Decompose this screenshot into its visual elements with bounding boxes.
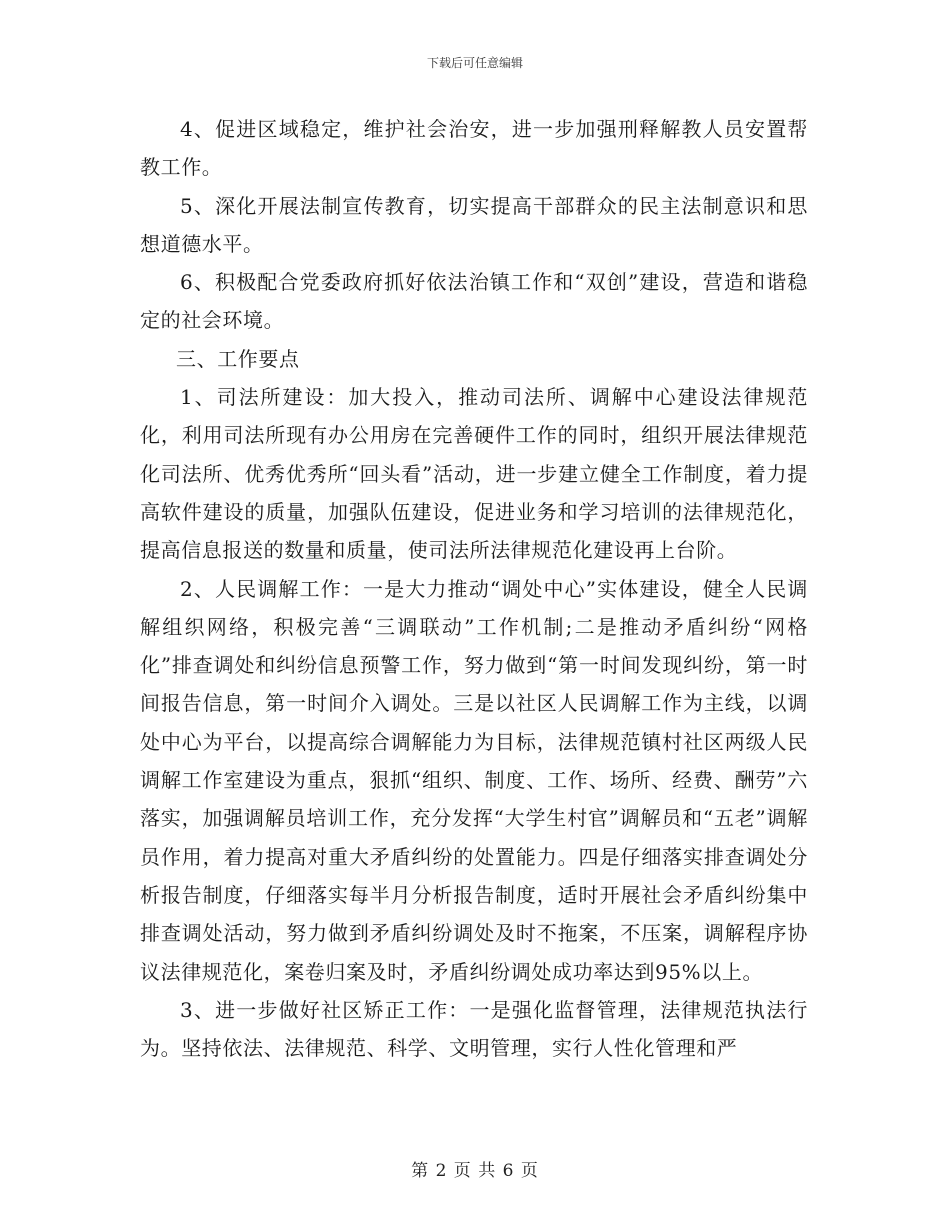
- header-note: 下载后可任意编辑: [426, 56, 523, 70]
- paragraph-point-3: 3、进一步做好社区矫正工作：一是强化监督管理，法律规范执法行为。坚持依法、法律规范、科学、文明管理，实行人性化管理和严: [140, 997, 808, 1061]
- paragraph-goal-4: 4、促进区域稳定，维护社会治安，进一步加强刑释解教人员安置帮教工作。: [140, 117, 808, 180]
- page-number: 第 2 页 共 6 页: [411, 1161, 539, 1181]
- paragraph-point-2: 2、人民调解工作：一是大力推动“调处中心”实体建设，健全人民调解组织网络，积极完善“三调联动”工作机制;二是推动矛盾纠纷“网格化”排查调处和纠纷信息预警工作，努力做到“第一时间发现纠纷，第一时间报告信息，第一时间介入调处。三是以社区人民调解工作为主线，以调处中心为平台，以提高综合调解能力为目标，法律规范镇村社区两级人民调解工作室建设为重点，狠抓“组织、制度、工作、场所、经费、酬劳”六落实，加强调解员培训工作，充分发挥“大学生村官”调解员和“五老”调解员作用，着力提高对重大矛盾纠纷的处置能力。四是仔细落实排查调处分析报告制度，仔细落实每半月分析报告制度，适时开展社会矛盾纠纷集中排查调处活动，努力做到矛盾纠纷调处及时不拖案，不压案，调解程序协议法律规范化，案卷归案及时，矛盾纠纷调处成功率达到95%以上。: [140, 576, 808, 984]
- document-body: [140, 110, 808, 1067]
- section-heading-work-points: 三、工作要点: [176, 346, 300, 371]
- paragraph-point-1: 1、司法所建设：加大投入，推动司法所、调解中心建设法律规范化，利用司法所现有办公用房在完善硬件工作的同时，组织开展法律规范化司法所、优秀优秀所“回头看”活动，进一步建立健全工作制度，着力提高软件建设的质量，加强队伍建设，促进业务和学习培训的法律规范化，提高信息报送的数量和质量，使司法所法律规范化建设再上台阶。: [140, 385, 808, 563]
- paragraph-goal-6: 6、积极配合党委政府抓好依法治镇工作和“双创”建设，营造和谐稳定的社会环境。: [140, 270, 808, 333]
- paragraph-goal-5: 5、深化开展法制宣传教育，切实提高干部群众的民主法制意识和思想道德水平。: [140, 193, 808, 256]
